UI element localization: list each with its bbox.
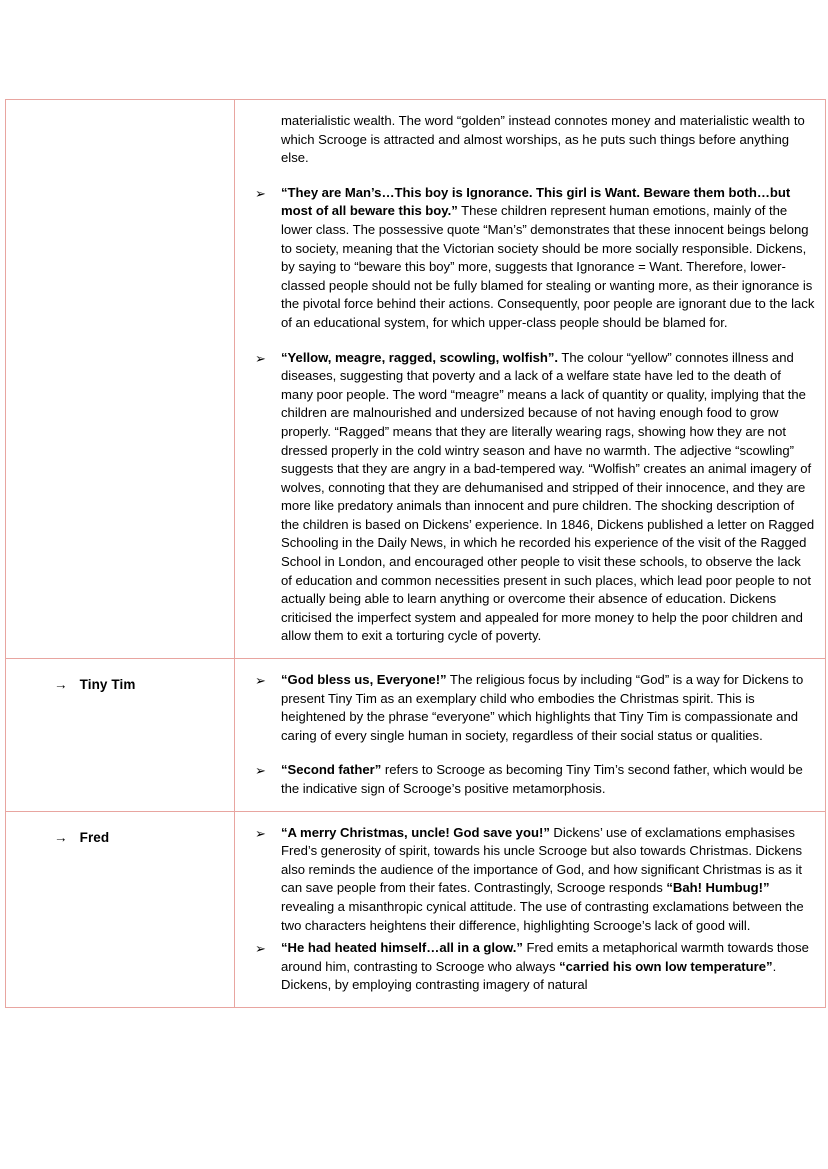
analysis-paragraph: materialistic wealth. The word “golden” instead connotes money and materialistic wealth to which Scrooge is attracted and almost worships, as he puts such things before anything else. (281, 113, 805, 166)
analysis-bullet-point (255, 939, 815, 995)
analysis-content (235, 659, 825, 811)
character-label-row (54, 676, 226, 694)
arrowhead-bullet-icon: ➢ (255, 350, 266, 366)
arrowhead-bullet-icon: ➢ (255, 763, 266, 779)
analysis-bullet-text: “Second father” refers to Scrooge as becoming Tiny Tim’s second father, which would be the indicative sign of Scrooge’s positive metamorphosis. (281, 762, 803, 796)
character-label-wrapper (6, 812, 234, 857)
analysis-bullet-point (255, 349, 815, 647)
analysis-bullet-point (255, 671, 815, 745)
table-row (6, 100, 826, 659)
character-label-cell (6, 811, 235, 1007)
character-label-text: Tiny Tim (79, 677, 136, 693)
analysis-bullet-text: “He had heated himself…all in a glow.” Fred emits a metaphorical warmth towards those around him, contrasting to Scrooge who always “carried his own low temperature”. Dickens, by employing contrasting imagery of natural (281, 940, 809, 993)
character-label-cell (6, 659, 235, 812)
analysis-bullet-text: “A merry Christmas, uncle! God save you!” Dickens’ use of exclamations emphasises Fred’s generosity of spirit, towards his uncle Scrooge but also towards Christmas. Dickens also reminds the audience of the importance of God, and how significant Christmas is as it can save people from their fates. Contrastingly, Scrooge responds “Bah! Humbug!” revealing a misanthropic cynical attitude. The use of contrasting exclamations between the two characters heightens their difference, highlighting Scrooge’s lack of good will. (281, 824, 804, 933)
analysis-bullet-point (255, 824, 815, 936)
character-label-wrapper (6, 100, 234, 127)
revision-notes-table (5, 99, 826, 1008)
analysis-cell (235, 811, 826, 1007)
analysis-bullet-text: “They are Man’s…This boy is Ignorance. This girl is Want. Beware them both…but most of all beware this boy.” These children represent human emotions, mainly of the lower class. The possessive quote “Man’s” demonstrates that these innocent beings belong to society, meaning that the Victorian society should be more socially responsible. Dickens, by saying to “beware this boy” more, suggests that Ignorance = Want. Therefore, lower-classed people should not be fully blamed for stealing or wanting more, as their ignorance is the pivotal force behind their actions. Consequently, poor people are ignorant due to the lack of an educational system, for which upper-class people should be blamed for. (281, 184, 815, 330)
table-row (6, 659, 826, 812)
arrowhead-bullet-icon: ➢ (255, 185, 266, 201)
table-row (6, 811, 826, 1007)
character-label-cell (6, 100, 235, 659)
character-label-row (54, 829, 226, 847)
analysis-cell (235, 100, 826, 659)
analysis-content (235, 100, 825, 658)
arrowhead-bullet-icon: ➢ (255, 825, 266, 841)
character-label-wrapper (6, 659, 234, 704)
analysis-bullet-point (255, 761, 815, 798)
analysis-bullet-text: “God bless us, Everyone!” The religious focus by including “God” is a way for Dickens to present Tiny Tim as an exemplary child who embodies the Christmas spirit. This is heightened by the phrase “everyone” which highlights that Tiny Tim is compassionate and caring of every single human in society, regardless of their social status or qualities. (281, 672, 804, 743)
analysis-bullet-point (255, 184, 815, 333)
arrowhead-bullet-icon: ➢ (255, 673, 266, 689)
analysis-bullet-text: “Yellow, meagre, ragged, scowling, wolfish”. The colour “yellow” connotes illness and diseases, suggesting that poverty and a lack of a welfare state have led to the death of many poor people. The word “meagre” means a lack of quantity or quality, implying that the children are malnourished and undersized because of not having enough food to grow properly. “Ragged” means that they are literally wearing rags, showing how they are not dressed properly in the cold wintry season and have no warmth. The adjective “scowling” suggests that they are angry in a bad-tempered way. “Wolfish” creates an animal imagery of wolves, connoting that they are dehumanised and stripped of their innocence, and they are more like predatory animals than innocent and pure children. The shocking description of the children is based on Dickens’ experience. In 1846, Dickens published a letter on Ragged Schooling in the Daily News, in which he recorded his experience of the visit of the Ragged School in London, and encouraged other people to visit these schools, to observe the lack of education and common necessities present in such places, which lead poor people to not actually being able to learn anything or overcome their absence of education. Dickens criticised the imperfect system and appealed for more money to help the poor children and allow them to exit a torturing cycle of poverty. (281, 349, 815, 644)
analysis-content (235, 812, 825, 1007)
character-label-text: Fred (79, 829, 110, 845)
arrow-right-icon: → (54, 829, 68, 845)
arrowhead-bullet-icon: ➢ (255, 941, 266, 957)
arrow-right-icon: → (54, 677, 68, 693)
table-body (6, 100, 826, 1008)
analysis-cell (235, 659, 826, 812)
